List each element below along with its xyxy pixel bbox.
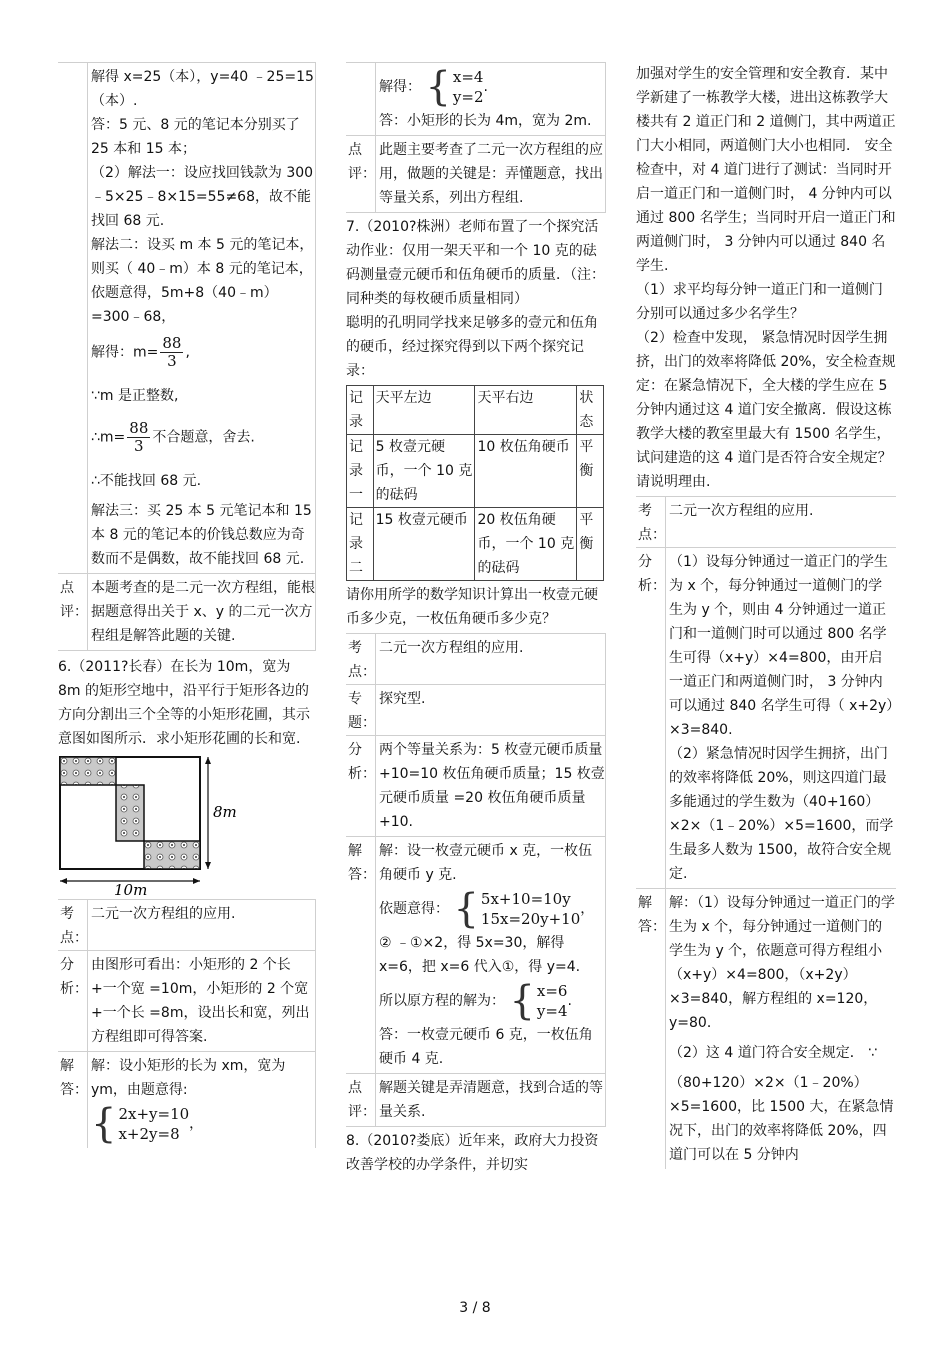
solution-content [88,63,316,573]
fraction-line [91,335,315,370]
label-char: 点： [638,527,666,543]
solution-tail: . [567,993,572,1009]
review-row [346,136,606,213]
answer-line: 答：小矩形的长为 4m，宽为 2m. [379,113,592,129]
question-7: 7.（2010?株洲）老师布置了一个探究活动作业：仅用一架天平和一个 10 克的砝码测量壹元硬币和伍角硬币的质量．（注：同种类的每枚硬币质量相同） [346,219,605,307]
fenxi-row [636,548,896,889]
fenxi-text: 由图形可看出：小矩形的 2 个长+一个宽 =10m，小矩形的 2 个宽+一个长 =8m，设出长和宽，列出方程组即可得答案. [88,951,316,1051]
solution-line [379,979,605,1023]
yiti-label: 依题意得： [379,901,449,917]
so-label: 所以原方程的解为： [379,993,505,1009]
row-label-empty [346,63,376,135]
solution-line: 解得 x=25（本），y=40 ﹣25=15（本）. [91,69,314,109]
therefore-label: ∴m= [91,429,126,446]
solution-line: （2）解法一：设应找回钱款为 300﹣5×25﹣8×15=55≠68，故不能找回 68 元. [91,165,314,229]
zhuanti-row [346,685,606,736]
label-char: 点 [60,580,74,596]
review-text: 此题主要考查了二元一次方程组的应用，做题的关键是：弄懂题意，找出等量关系，列出方程组. [376,136,606,212]
therefore-line-2: ∴不能找回 68 元. [91,473,202,489]
table-header-row [347,386,604,435]
fraction [160,335,183,370]
equation-system [453,886,595,932]
review-row [346,1074,606,1127]
rectangle-figure [58,755,238,897]
review-text: 本题考查的是二元一次方程组，能根据题意得出关于 x、y 的二元一次方程组是解答此题的关键. [88,574,316,650]
review-label [346,136,376,212]
review-label [346,1074,376,1126]
solution-line: 答：5 元、8 元的笔记本分别买了 25 本和 15 本； [91,117,300,157]
fenxi-label [636,548,666,888]
kaodian-label [58,900,88,950]
table-header: 状态 [577,386,604,435]
label-char: 分 [348,742,362,758]
question-7-c: 请你用所学的数学知识计算出一枚壹元硬币多少克，一枚伍角硬币多少克？ [346,587,598,627]
label-char: 答： [638,919,666,935]
fenxi-row [58,951,316,1052]
label-char: 点： [348,664,376,680]
label-char: 析： [60,981,88,997]
kaodian-row [636,496,896,548]
fenxi-part-2: （2）紧急情况时因学生拥挤，出门的效率将降低 20%，则这四道门最多能通过的学生数为（40+160）×2×（1﹣20%）×5=1600，而学生最多人数为 1500，故符合安全规定. [669,746,894,882]
jieda-answer: 答：一枚壹元硬币 6 克，一枚伍角硬币 4 克. [379,1027,593,1067]
question-8-part-2: （2）检查中发现， 紧急情况时因学生拥挤，出门的效率将降低 20%，安全检查规定：在紧急情况下，全大楼的学生应在 5 分钟内通过这 4 道门安全撤离．假设这栋教学大楼的教室里最大有 1500 名学生，试问建造的这 4 道门是否符合安全规定？请说明理由. [636,330,896,490]
jieda-content [88,1052,316,1148]
solution-line: 解法二：设买 m 本 5 元的笔记本，则买（ 40﹣m）本 8 元的笔记本， [91,237,314,277]
column-right [636,62,896,1169]
kaodian-row [346,633,606,685]
column-left [58,62,316,1148]
kaodian-text: 二元一次方程组的应用. [669,503,814,519]
question-8-part-1: （1）求平均每分钟一道正门和一道侧门分别可以通过多少名学生？ [636,282,883,322]
jieda-label [58,1052,88,1148]
jiede-label: 解得：m= [91,344,159,361]
kaodian-label [346,634,376,684]
table-row [347,435,604,508]
question-7-b: 聪明的孔明同学找来足够多的壹元和伍角的硬币，经过探究得到以下两个探究记录： [346,315,598,379]
solution-line [379,65,605,109]
label-char: 评： [348,1104,376,1120]
fenxi-label [58,951,88,1051]
label-char: 考 [638,503,652,519]
label-char: 评： [60,604,88,620]
record-table [346,385,604,581]
jieda-intro: 解：设一枚壹元硬币 x 克，一枚伍角硬币 y 克. [379,843,593,883]
table-row [347,508,604,581]
label-char: 解 [638,895,652,911]
label-char: 评： [348,166,376,182]
table-cell: 记录一 [347,435,374,508]
jieda-label [636,889,666,1169]
equation-1: 5x+10=10y [480,890,571,908]
jiede-label: 解得： [379,79,421,95]
review-text: 解题关键是弄清题意，找到合适的等量关系. [376,1074,606,1126]
label-char: 解 [348,843,362,859]
question-8: 8.（2010?娄底）近年来，政府大力投资改善学校的办学条件，并切实 [346,1133,599,1173]
jieda-part-3: （80+120）×2×（1﹣20%）×5=1600，比 1500 大，在紧急情况下，出门的效率将降低 20%，四道门可以在 5 分钟内 [669,1075,894,1163]
label-char: 答： [60,1082,88,1098]
label-char: 专 [348,691,362,707]
jieda-row [346,837,606,1074]
since-line: ∵m 是正整数, [91,388,179,404]
fraction-denominator: 3 [134,437,144,455]
solution-content [376,63,606,135]
column-middle [346,62,606,1177]
solution-x: x=4 [452,68,484,86]
width-label: 10m [114,881,148,897]
jieda-part-2: （2）这 4 道门符合安全规定． ∵ [669,1045,878,1061]
table-header: 天平左边 [373,386,475,435]
solution-continued-row [58,62,316,574]
table-cell: 5 枚壹元硬币，一个 10 克的砝码 [373,435,475,508]
fraction-numerator: 88 [129,419,149,437]
table-header: 记录 [347,386,374,435]
label-char: 题： [348,715,376,731]
fenxi-part-1: （1）设每分钟通过一道正门的学生为 x 个，每分钟通过一道侧门的学生为 y 个，则由 4 分钟通过一道正门和一道侧门时可以通过 800 名学生可得（x+y）×4=800，由开启一道正门和两道侧门时， 3 分钟内可以通过 840 名学生可得（ x+2y）×3=840. [669,554,894,738]
kaodian-row [58,899,316,951]
brace-icon: { [91,1101,117,1147]
page-number: 3 / 8 [459,1300,491,1316]
zhuanti-label [346,685,376,735]
therefore-tail: 不合题意，舍去. [152,429,255,446]
jieda-text: 解：设小矩形的长为 xm，宽为 ym，由题意得: [91,1058,286,1098]
equation-2: 15x=20y+10 [480,910,581,928]
jieda-part-1: 解：（1）设每分钟通过一道正门的学生为 x 个，每分钟通过一道侧门的学生为 y 个，依题意可得方程组小（x+y）×4=800，（x+2y）×3=840，解方程组的 x=120，y=80． [669,895,895,1031]
label-char: 答： [348,867,376,883]
kaodian-label [636,497,666,547]
review-label [58,574,88,650]
solution-continued-row [346,62,606,136]
table-cell: 平衡 [577,508,604,581]
solution-system [425,64,488,110]
jieda-label [346,837,376,1073]
kaodian-text: 二元一次方程组的应用. [88,900,316,950]
label-char: 析： [348,766,376,782]
fenxi-text: 两个等量关系为：5 枚壹元硬币质量 +10=10 枚伍角硬币质量；15 枚壹元硬币质量 =20 枚伍角硬币质量 +10. [376,736,606,836]
table-cell: 记录二 [347,508,374,581]
jieda-content [376,837,606,1073]
solution-line: 依题意得，5m+8（40﹣m）=300﹣68， [91,285,278,325]
fraction-numerator: 88 [162,334,182,352]
question-8-continued: 加强对学生的安全管理和安全教育．某中学新建了一栋教学大楼，进出这栋教学大楼共有 2 道正门和 2 道侧门，其中两道正门大小相同，两道侧门大小也相同． 安全检查中，对 4 道门进行了测试：当同时开启一道正门和一道侧门时， 4 分钟内可以通过 800 名学生；当同时开启一道正门和两道侧门时， 3 分钟内可以通过 840 名学生. [636,66,896,274]
equation-line [379,887,605,931]
table-cell: 10 枚伍角硬币 [475,435,577,508]
fenxi-content [666,548,896,888]
fenxi-label [346,736,376,836]
label-char: 析： [638,578,666,594]
fraction-denominator: 3 [167,352,177,370]
equation-1: 2x+y=10 [118,1105,190,1123]
solution-tail: . [483,79,488,95]
question-6: 6.（2011?长春）在长为 10m，宽为 8m 的矩形空地中，沿平行于矩形各边的方向分割出三个全等的小矩形花圃，其示意图如图所示．求小矩形花圃的长和宽. [58,659,310,747]
row-label-empty [58,63,88,573]
method-three: 解法三：买 25 本 5 元笔记本和 15 本 8 元的笔记本的价钱总数应为奇数而不是偶数，故不能找回 68 元. [91,503,312,567]
jieda-row [636,889,896,1169]
small-rectangle-1 [60,757,116,785]
jieda-content [666,889,896,1169]
table-cell: 平衡 [577,435,604,508]
zhuanti-text: 探究型. [376,685,606,735]
fraction-tail: , [185,344,190,361]
equation-tail: ， [580,901,595,917]
table-cell: 20 枚伍角硬币，一个 10 克的砝码 [475,508,577,581]
equation-tail: ， [189,1116,204,1132]
solution-x: x=6 [536,982,568,1000]
solution-system [509,978,572,1024]
height-label: 8m [213,803,237,821]
brace-icon: { [453,886,479,932]
kaodian-text: 二元一次方程组的应用. [376,634,606,684]
label-char: 点 [348,1080,362,1096]
equation-system [91,1101,204,1147]
jieda-step: ② ﹣①×2，得 5x=30，解得 x=6，把 x=6 代入①，得 y=4. [379,935,581,975]
solution-y: y=2 [452,88,484,106]
small-rectangle-2 [116,785,144,841]
fraction [127,420,150,455]
review-row [58,574,316,651]
equation-2: x+2y=8 [118,1125,180,1143]
table-cell: 15 枚壹元硬币 [373,508,475,581]
brace-icon: { [425,64,451,110]
label-char: 分 [638,554,652,570]
jieda-row [58,1052,316,1148]
label-char: 考 [60,906,74,922]
label-char: 点： [60,930,88,946]
therefore-line [91,420,315,455]
label-char: 点 [348,142,362,158]
label-char: 分 [60,957,74,973]
label-char: 考 [348,640,362,656]
small-rectangle-3 [144,841,200,869]
table-header: 天平右边 [475,386,577,435]
solution-y: y=4 [536,1002,568,1020]
label-char: 解 [60,1058,74,1074]
fenxi-row [346,736,606,837]
brace-icon: { [509,978,535,1024]
